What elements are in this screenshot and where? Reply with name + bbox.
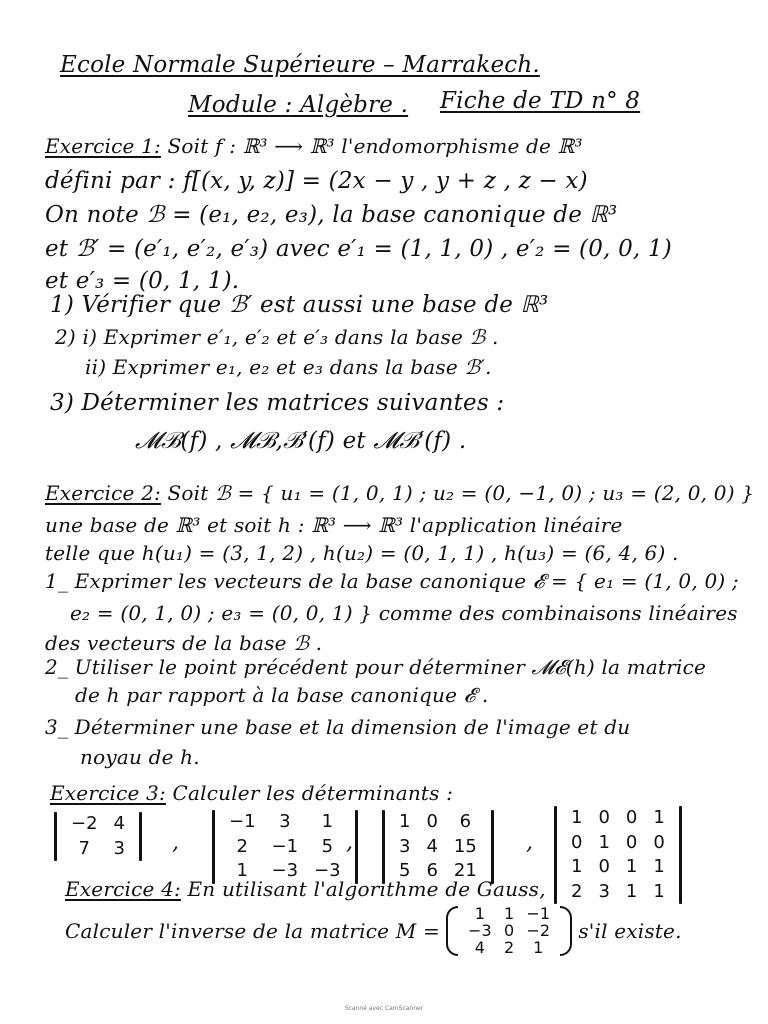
exercise-1-line-3: On note ℬ = (e₁, e₂, e₃), la base canonique de ℝ³ [45, 202, 618, 228]
det4-entries-cell: 0 [598, 807, 610, 828]
det2-entries-cell: 4 [113, 813, 125, 834]
exercise-2-question-1b: e₂ = (0, 1, 0) ; e₃ = (0, 0, 1) } comme des combinaisons linéaires [70, 601, 738, 625]
exercise-2-question-1c: des vecteurs de la base ℬ . [45, 631, 323, 655]
det4-entries-cell: 2 [571, 880, 583, 902]
exercise-4-text-end: s'il existe. [578, 918, 682, 943]
exercise-1-matrices: 𝓜ℬ(f) , 𝓜ℬ,ℬ′(f) et 𝓜ℬ′(f) . [135, 428, 467, 454]
exercise-1 [45, 135, 583, 158]
det4-entries-cell: 0 [571, 831, 583, 853]
det4-entries-cell: 0 [598, 856, 610, 877]
det2-entries-row [63, 837, 133, 862]
det3a-entries-cell: 2 [236, 835, 248, 857]
determinant-3x3-a [206, 810, 364, 884]
exercise-2-line-3: telle que h(u₁) = (3, 1, 2) , h(u₂) = (0, 1, 1) , h(u₃) = (6, 4, 6) . [45, 541, 679, 565]
exercise-1-title: Exercice 1: [45, 134, 161, 158]
exercise-1-line-1: Soit f : ℝ³ ⟶ ℝ³ l'endomorphisme de ℝ³ [167, 134, 583, 158]
exercise-1-question-1: 1) Vérifier que ℬ′ est aussi une base de ℝ³ [50, 292, 549, 318]
det3a-entries-cell: −3 [314, 860, 341, 881]
det2-entries-cell: −2 [71, 813, 98, 834]
det4-entries-cell: 0 [653, 831, 665, 853]
matrix-m-entries-cell: −1 [526, 904, 551, 923]
separator-1: , [172, 830, 179, 855]
exercise-2-title: Exercice 2: [45, 481, 161, 505]
matrix-m-entries-cell: −2 [526, 920, 551, 940]
det4-entries [563, 806, 673, 904]
sheet-number: Fiche de TD n° 8 [440, 88, 641, 114]
det2-entries-row [63, 812, 133, 837]
exercise-1-question-2ii: ii) Exprimer e₁, e₂ et e₃ dans la base ℬ′. [85, 355, 492, 379]
exercise-3-title: Exercice 3: [50, 781, 166, 805]
det4-entries-cell: 1 [653, 880, 665, 902]
det4-entries-row [563, 855, 673, 880]
det3b-entries-row [391, 810, 485, 835]
det3a-entries-cell: −1 [271, 835, 299, 857]
matrix-m-entries-cell: 2 [503, 937, 515, 957]
exercise-2-line-1: Soit ℬ = { u₁ = (1, 0, 1) ; u₂ = (0, −1, 0) ; u₃ = (2, 0, 0) } [167, 481, 755, 505]
det4-entries-cell: 1 [653, 856, 665, 877]
det2-entries-cell: 3 [113, 837, 125, 859]
matrix-m-entries-cell: 1 [503, 904, 515, 923]
exercise-3-text: Calculer les déterminants : [172, 781, 454, 805]
det3a-entries-cell: 1 [236, 860, 248, 881]
det3b-entries-cell: 3 [399, 835, 411, 857]
determinant-3x3-b [376, 810, 500, 884]
det3a-entries-cell: 1 [321, 811, 334, 832]
exercise-4-text: Calculer l'inverse de la matrice M = [65, 918, 440, 943]
det4-entries-cell: 1 [598, 831, 610, 853]
det4-entries-cell: 1 [625, 880, 638, 902]
det4-entries-row [563, 806, 673, 831]
det4-entries-cell: 0 [625, 831, 638, 853]
exercise-1-question-2i: 2) i) Exprimer e′₁, e′₂ et e′₃ dans la base ℬ . [55, 325, 499, 349]
det3a-entries-row [221, 810, 349, 835]
det3b-entries-cell: 1 [399, 811, 411, 832]
separator-3: , [526, 830, 533, 855]
det3b-entries-cell: 21 [453, 860, 477, 881]
det2-entries [63, 812, 133, 861]
det3a-entries [221, 810, 349, 884]
det4-entries-cell: 1 [571, 807, 583, 828]
det2-entries-cell: 7 [78, 837, 90, 859]
det3b-entries-cell: 4 [426, 835, 438, 857]
exercise-2-line-2: une base de ℝ³ et soit h : ℝ³ ⟶ ℝ³ l'application linéaire [45, 513, 623, 537]
det4-entries-cell: 1 [571, 856, 583, 877]
det4-entries-cell: 1 [653, 807, 665, 828]
scanner-watermark: Scanné avec CamScanner [344, 1005, 424, 1012]
module-title: Module : Algèbre . [188, 92, 409, 118]
exercise-2 [45, 482, 754, 505]
det3b-entries-cell: 5 [399, 860, 411, 881]
det4-entries-cell: 1 [625, 856, 638, 877]
matrix-m-entries-cell: −3 [467, 920, 492, 940]
det3a-entries-row [221, 835, 349, 860]
exercise-1-question-3: 3) Déterminer les matrices suivantes : [50, 390, 505, 416]
exercise-4-line-2 [65, 906, 682, 956]
matrix-m-entries-cell: 1 [533, 937, 544, 957]
matrix-m-entries-cell: 1 [474, 904, 486, 923]
exercise-2-question-2a: 2_ Utiliser le point précédent pour déterminer 𝓜𝓔(h) la matrice [45, 655, 707, 679]
exercise-1-line-4: et ℬ′ = (e′₁, e′₂, e′₃) avec e′₁ = (1, 1, 0) , e′₂ = (0, 0, 1) [45, 236, 672, 262]
det4-entries-row [563, 831, 673, 856]
exercise-1-line-5: et e′₃ = (0, 1, 1). [45, 268, 240, 294]
det3b-entries-cell: 15 [453, 835, 477, 857]
matrix-m-entries [462, 906, 556, 956]
det3b-entries-cell: 6 [426, 860, 438, 881]
exercise-4-line-1: En utilisant l'algorithme de Gauss, [187, 877, 546, 901]
matrix-m-entries-row [462, 940, 556, 957]
matrix-M [446, 906, 572, 956]
det4-entries-row [563, 880, 673, 905]
exercise-2-question-3b: noyau de h. [80, 745, 200, 769]
matrix-m-entries-cell: 0 [503, 920, 515, 940]
exercise-3 [50, 782, 453, 805]
exercise-2-question-1a: 1_ Exprimer les vecteurs de la base canonique 𝓔 = { e₁ = (1, 0, 0) ; [45, 569, 739, 593]
det3a-entries-cell: −3 [271, 860, 299, 881]
exercise-2-question-3a: 3_ Déterminer une base et la dimension de l'image et du [45, 715, 631, 739]
det3a-entries-cell: 5 [321, 835, 334, 857]
school-name: Ecole Normale Supérieure – Marrakech. [60, 52, 540, 78]
determinant-2x2 [48, 812, 148, 861]
separator-2: , [346, 830, 353, 855]
exercise-4-title: Exercice 4: [65, 877, 181, 901]
det3b-entries [391, 810, 485, 884]
matrix-m-entries-cell: 4 [474, 937, 486, 957]
exercise-1-line-2: défini par : f[(x, y, z)] = (2x − y , y + z , z − x) [45, 168, 588, 194]
det3b-entries-cell: 6 [459, 811, 472, 832]
exercise-2-question-2b: de h par rapport à la base canonique 𝓔 . [75, 683, 489, 707]
det3a-entries-cell: −1 [229, 811, 256, 832]
exercise-4 [65, 878, 546, 901]
det4-entries-cell: 0 [625, 807, 638, 828]
det3a-entries-cell: 3 [279, 811, 291, 832]
determinant-4x4 [548, 806, 688, 904]
det3b-entries-row [391, 835, 485, 860]
det4-entries-cell: 3 [598, 880, 610, 902]
det3b-entries-cell: 0 [426, 811, 438, 832]
